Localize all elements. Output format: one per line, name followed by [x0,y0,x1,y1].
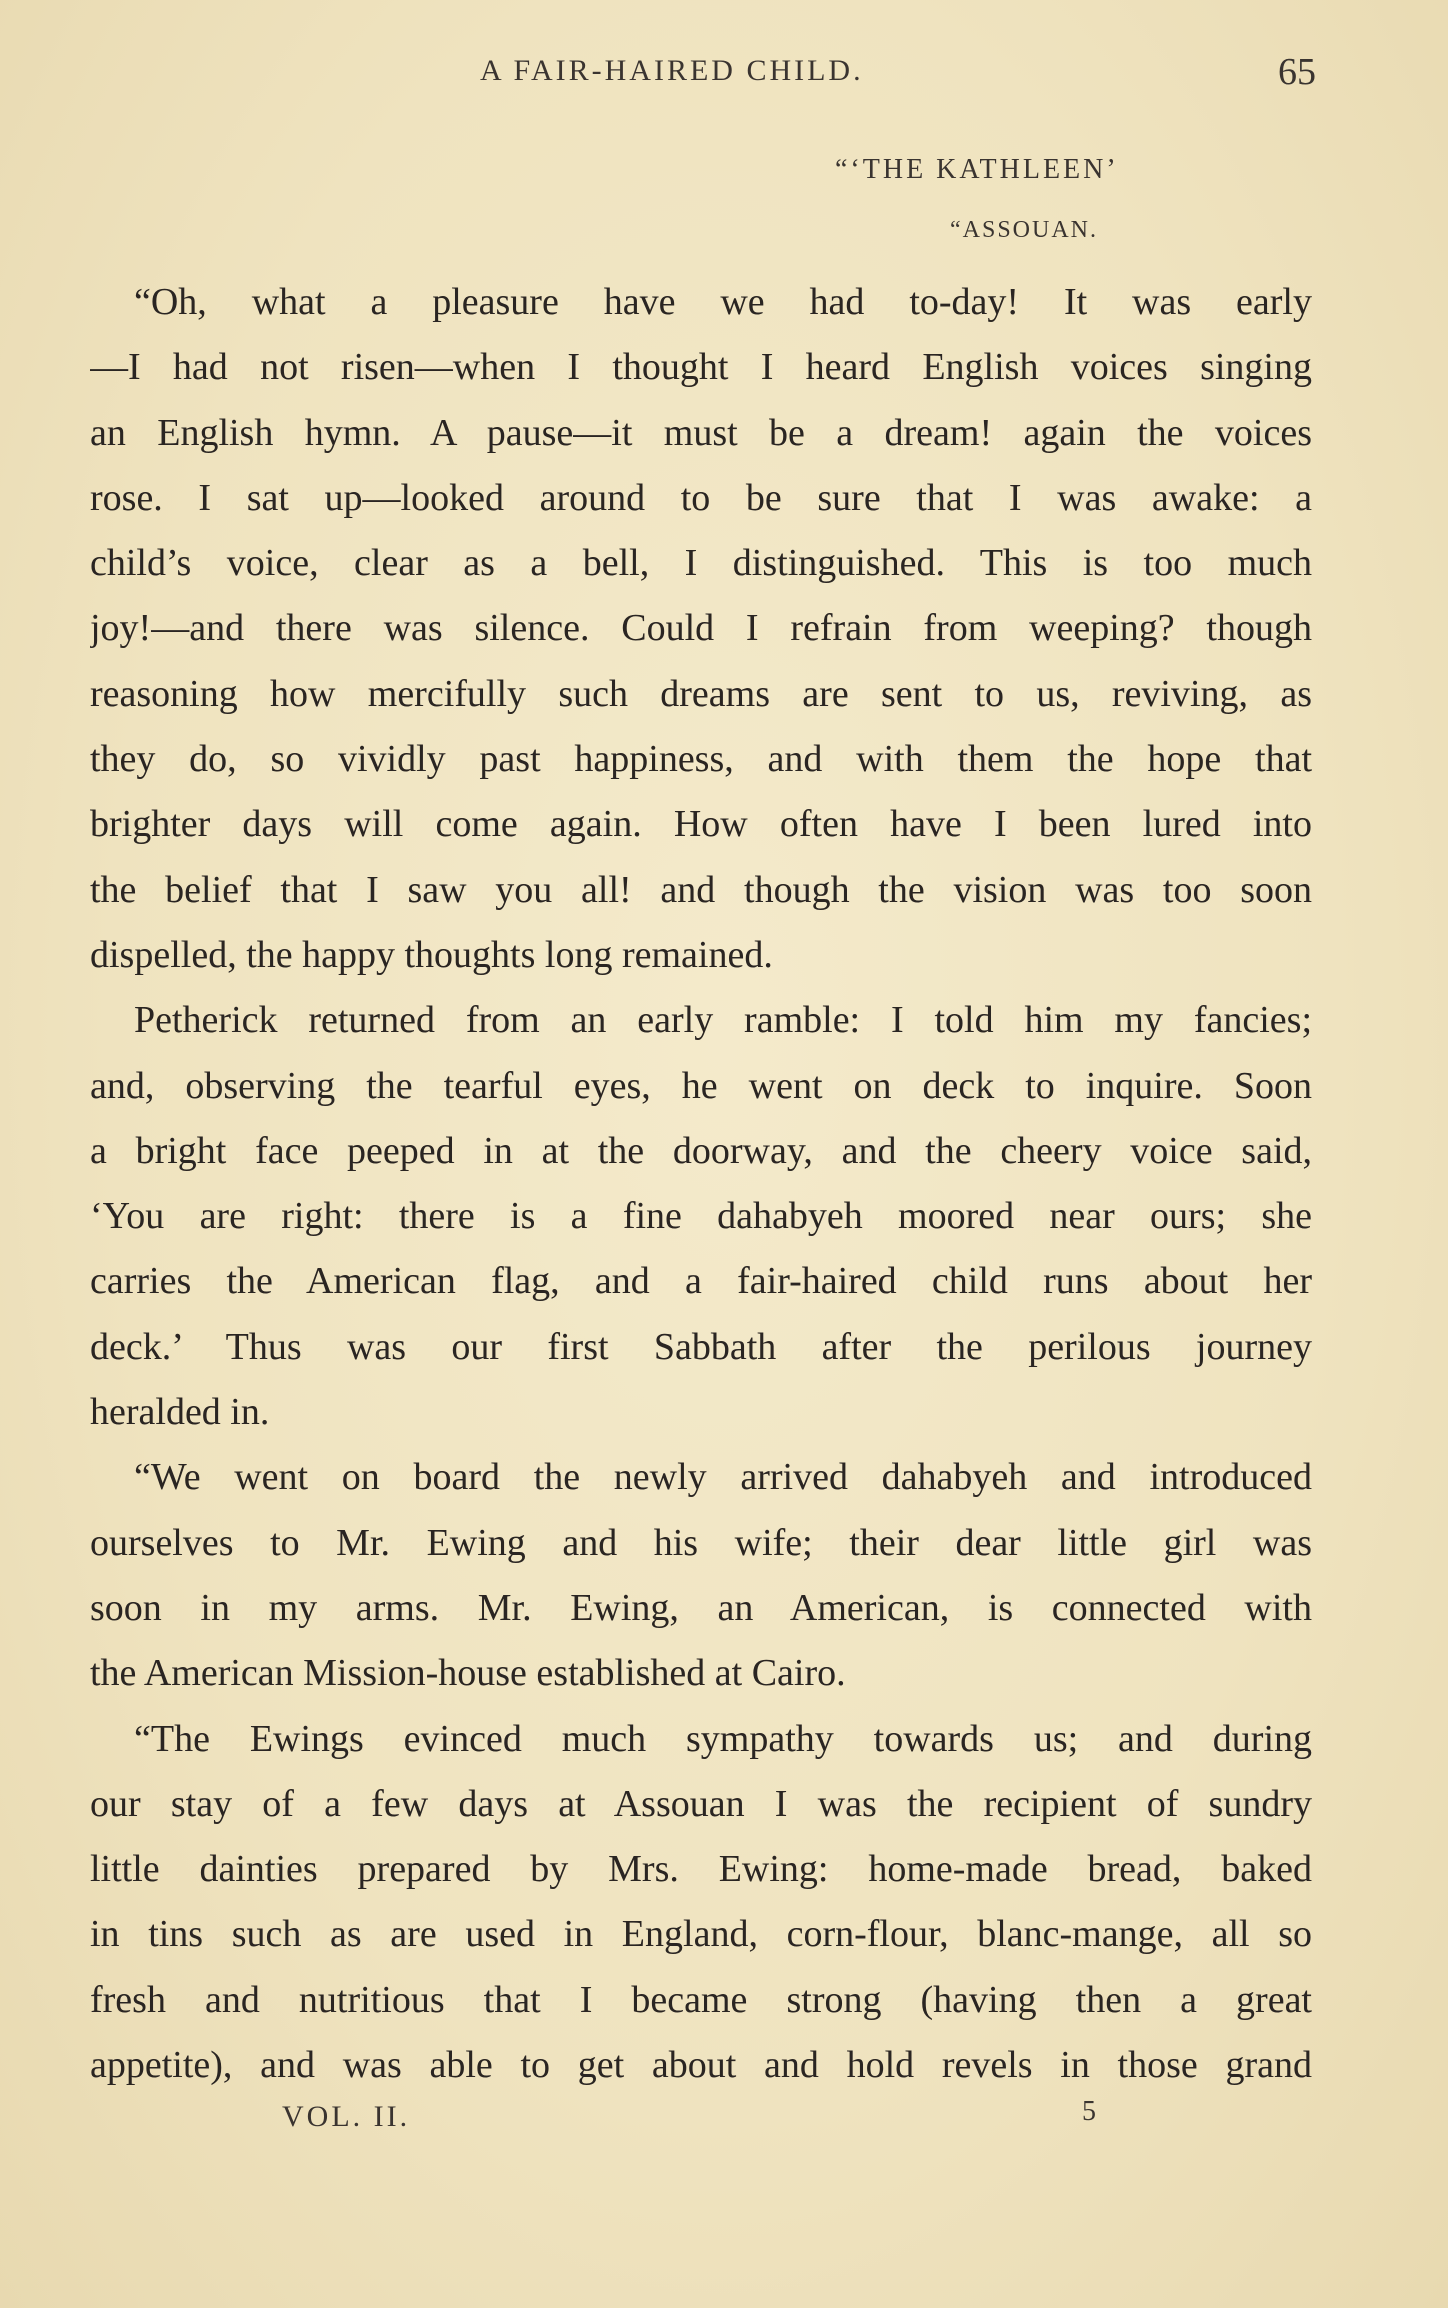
text-line: deck.’ Thus was our first Sabbath after the perilous journey [90,1325,1312,1368]
text-line: soon in my arms. Mr. Ewing, an American, is connected with [90,1586,1312,1629]
body-text [90,270,1312,2098]
text-line: ‘You are right: there is a fine dahabyeh moored near ours; she [90,1195,1312,1238]
text-line: fresh and nutritious that I became strong (having then a great [90,1978,1312,2021]
text-line: dispelled, the happy thoughts long remained. [90,933,773,976]
letter-heading-place: “ASSOUAN. [950,217,1099,243]
volume-label: VOL. II. [282,2100,411,2133]
page-footer [0,2096,1448,2150]
text-line: ourselves to Mr. Ewing and his wife; their dear little girl was [90,1521,1312,1564]
text-line: reasoning how mercifully such dreams are sent to us, reviving, as [90,672,1312,715]
text-line: they do, so vividly past happiness, and with them the hope that [90,738,1312,781]
text-line: a bright face peeped in at the doorway, and the cheery voice said, [90,1129,1312,1172]
running-title: A FAIR-HAIRED CHILD. [480,54,864,87]
text-line: child’s voice, clear as a bell, I distinguished. This is too much [90,542,1312,585]
text-line: Petherick returned from an early ramble: I told him my fancies; [134,999,1312,1042]
text-line: our stay of a few days at Assouan I was the recipient of sundry [90,1782,1312,1825]
letter-heading-vessel: “‘THE KATHLEEN’ [835,154,1119,185]
running-head [0,51,1448,104]
text-line: heralded in. [90,1391,270,1434]
text-line: the belief that I saw you all! and though the vision was too soon [90,868,1312,911]
text-line: appetite), and was able to get about and hold revels in those grand [90,2044,1312,2087]
text-line: the American Mission-house established at Cairo. [90,1652,846,1695]
text-line: brighter days will come again. How often have I been lured into [90,803,1312,846]
signature-mark: 5 [1082,2096,1096,2127]
text-line: carries the American flag, and a fair-haired child runs about her [90,1260,1312,1303]
text-line: little dainties prepared by Mrs. Ewing: home-made bread, baked [90,1848,1312,1891]
text-line: in tins such as are used in England, corn-flour, blanc-mange, all so [90,1913,1312,1956]
page-number: 65 [1278,51,1316,93]
text-line: “Oh, what a pleasure have we had to-day! It was early [134,281,1312,323]
text-line: “The Ewings evinced much sympathy towards us; and during [134,1717,1312,1760]
text-line: and, observing the tearful eyes, he went on deck to inquire. Soon [90,1064,1312,1107]
text-line: “We went on board the newly arrived dahabyeh and introduced [134,1456,1312,1499]
text-line: joy!—and there was silence. Could I refrain from weeping? though [90,607,1312,650]
text-line: an English hymn. A pause—it must be a dream! again the voices [90,411,1312,454]
text-line: rose. I sat up—looked around to be sure that I was awake: a [90,476,1312,519]
letter-heading [835,150,1255,248]
text-line: —I had not risen—when I thought I heard English voices singing [90,346,1312,389]
